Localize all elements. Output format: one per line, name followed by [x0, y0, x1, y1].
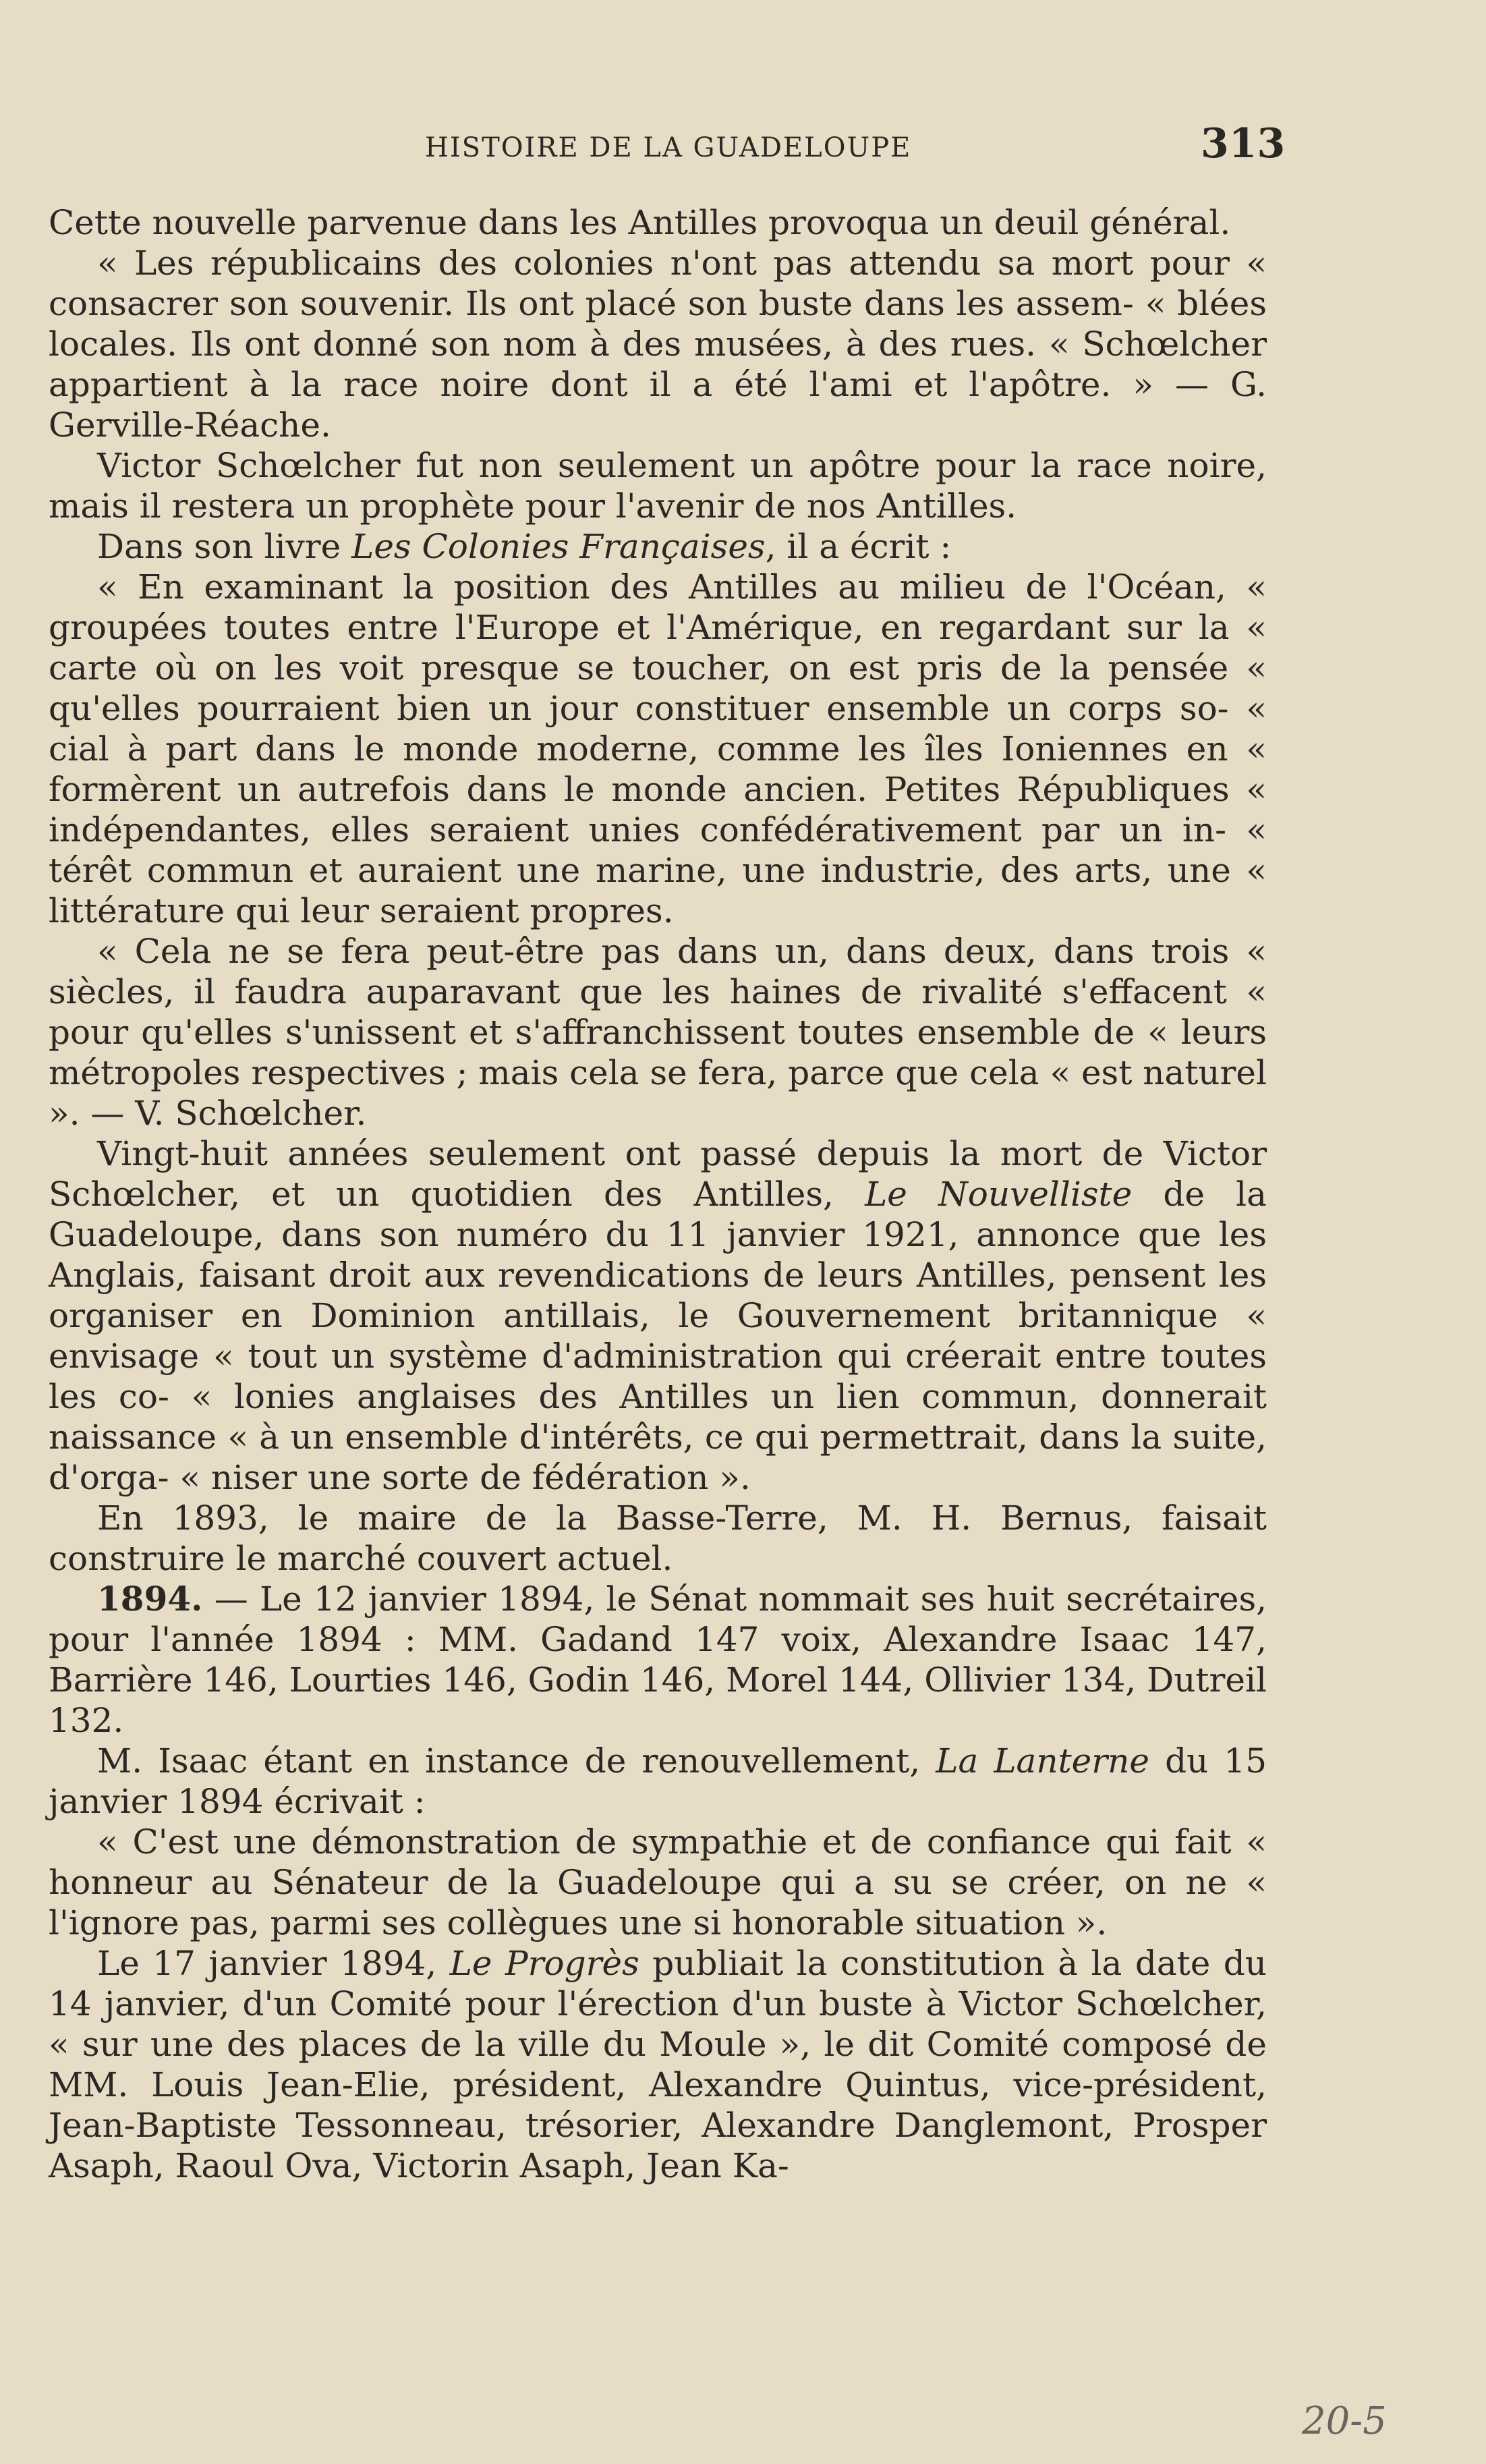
paragraph: Victor Schœlcher fut non seulement un apôtre pour la race noire, mais il restera un prophète pour l'avenir de nos Antilles. — [49, 446, 1267, 526]
page-body — [49, 202, 1267, 2186]
paragraph: M. Isaac étant en instance de renouvellement, La Lanterne du 15 janvier 1894 écrivait : — [49, 1741, 1267, 1821]
newspaper-title: Le Progrès — [449, 1944, 639, 1983]
newspaper-title: Le Nouvelliste — [865, 1175, 1133, 1214]
newspaper-title: La Lanterne — [936, 1741, 1149, 1781]
paragraph: Vingt-huit années seulement ont passé depuis la mort de Victor Schœlcher, et un quotidien des Antilles, Le Nouvelliste de la Guadeloupe, dans son numéro du 11 janvier 1921, annonce que les Anglais, faisant droit aux revendications de leurs Antilles, pensent les organiser en Dominion antillais, le Gouvernement britannique « envisage « tout un système d'administration qui créerait entre toutes les co- « lonies anglaises des Antilles un lien commun, donnerait naissance « à un ensemble d'intérêts, ce qui permettrait, dans la suite, d'orga- « niser une sorte de fédération ». — [49, 1134, 1267, 1497]
paragraph: « Les républicains des colonies n'ont pas attendu sa mort pour « consacrer son souvenir. Ils ont placé son buste dans les assem- « blées locales. Ils ont donné son nom à des musées, à des rues. « Schœlcher appartient à la race noire dont il a été l'ami et l'apôtre. » — G. Gerville-Réache. — [49, 244, 1267, 445]
paragraph: Cette nouvelle parvenue dans les Antilles provoqua un deuil général. — [49, 203, 1231, 242]
running-title: HISTOIRE DE LA GUADELOUPE — [425, 132, 912, 163]
paragraph: 1894. — Le 12 janvier 1894, le Sénat nommait ses huit secrétaires, pour l'année 1894 : MM. Gadand 147 voix, Alexandre Isaac 147, Barrière 146, Lourties 146, Godin 146, Morel 144, Ollivier 134, Dutreil 132. — [49, 1579, 1267, 1740]
book-title: Les Colonies Françaises — [351, 527, 766, 566]
page-number: 313 — [1201, 120, 1286, 167]
paragraph: Dans son livre Les Colonies Françaises, il a écrit : — [97, 527, 952, 566]
paragraph: En 1893, le maire de la Basse-Terre, M. H. Bernus, faisait construire le marché couvert actuel. — [49, 1499, 1267, 1578]
year-heading: 1894. — [97, 1579, 203, 1619]
handwritten-folio-note: 20-5 — [1302, 2399, 1387, 2443]
page-header — [0, 120, 1486, 174]
quotation: « Cela ne se fera peut-être pas dans un, dans deux, dans trois « siècles, il faudra auparavant que les haines de rivalité s'effacent « pour qu'elles s'unissent et s'affranchissent toutes ensemble de « leurs métropoles respectives ; mais cela se fera, parce que cela « est naturel ». — V. Schœlcher. — [49, 932, 1267, 1133]
quotation: « C'est une démonstration de sympathie et de confiance qui fait « honneur au Sénateur de la Guadeloupe qui a su se créer, on ne « l'ignore pas, parmi ses collègues une si honorable situation ». — [49, 1822, 1267, 1942]
paragraph: Le 17 janvier 1894, Le Progrès publiait la constitution à la date du 14 janvier, d'un Comité pour l'érection d'un buste à Victor Schœlcher, « sur une des places de la ville du Moule », le dit Comité composé de MM. Louis Jean-Elie, président, Alexandre Quintus, vice-président, Jean-Baptiste Tessonneau, trésorier, Alexandre Danglemont, Prosper Asaph, Raoul Ova, Victorin Asaph, Jean Ka- — [49, 1944, 1267, 2185]
quotation: « En examinant la position des Antilles au milieu de l'Océan, « groupées toutes entre l'Europe et l'Amérique, en regardant sur la « carte où on les voit presque se toucher, on est pris de la pensée « qu'elles pourraient bien un jour constituer ensemble un corps so- « cial à part dans le monde moderne, comme les îles Ioniennes en « formèrent un autrefois dans le monde ancien. Petites Républiques « indépendantes, elles seraient unies confédérativement par un in- « térêt commun et auraient une marine, une industrie, des arts, une « littérature qui leur seraient propres. — [49, 567, 1267, 930]
